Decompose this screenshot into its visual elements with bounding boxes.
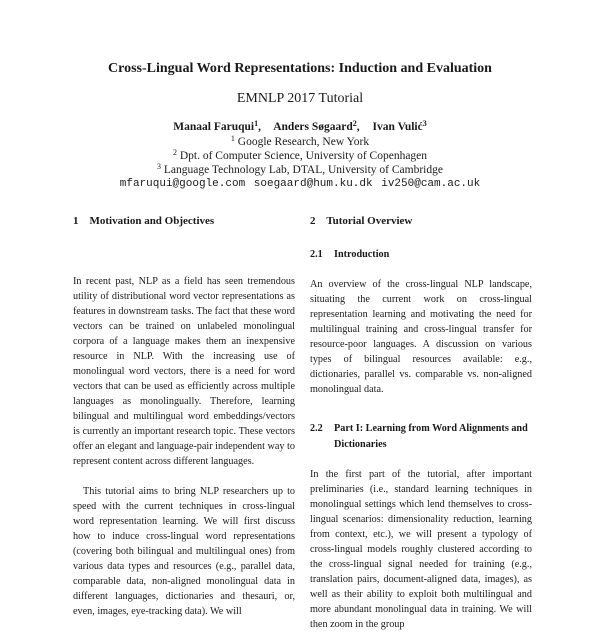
subsection-number: 2.2 [310,423,323,434]
email-address: soegaard@hum.ku.dk [253,178,373,190]
paper-title: Cross-Lingual Word Representations: Induction and Evaluation [108,61,492,76]
author-affil-marker: 3 [422,119,427,128]
section-number: 2 [310,215,316,227]
subsection-heading [310,247,532,263]
author-name: Manaal Faruqui [173,121,255,133]
author-emails [0,178,600,190]
author-affil-marker: 1 [254,119,259,128]
author-list: Manaal Faruqui$^1$, Anders Søgaard$^2$, Ivan Vulić$^3$ [173,119,427,133]
right-column [310,214,532,632]
subsection-title: Introduction [334,249,390,260]
subsection-title: Part I: Learning from Word Alignments and Dictionaries [334,423,528,450]
affiliation-text: Google Research, New York [237,136,370,148]
body-paragraph: An overview of the cross-lingual NLP landscape, situating the current work on cross-lingual representation learning and motivating the need for multilingual training and cross-lingual transfer for resource-poor languages. A discussion on various types of bilingual resources available: e.g., dictionaries, parallel vs. comparable vs. non-aligned monolingual data. [310,279,532,395]
author-name: Ivan Vulić [372,121,423,133]
body-paragraph: This tutorial aims to bring NLP researchers up to speed with the current techniques in cross-lingual word representation learning. We will first discuss how to induce cross-lingual word representations (covering both bilingual and multilingual ones) from various data types and resources (e.g., parallel data, comparable data, non-aligned monolingual data in different languages, dictionaries and thesauri, or, even, images, eye-tracking data). We will [73,486,295,617]
body-paragraph: In recent past, NLP as a field has seen tremendous utility of distributional word vector representations as features in downstream tasks. The fact that these word vectors can be trained on unlabeled monolingual corpora of a language makes them an inexpensive resource in NLP. With the increasing use of monolingual word vectors, there is a need for word vectors that can be used as efficiently across multiple languages as monolingually. Therefore, learning bilingual and multilingual word embeddings/vectors is currently an important research topic. These vectors offer an elegant and language-pair independent way to represent content across different languages. [73,276,295,467]
left-column [73,214,295,619]
subsection-heading [310,421,532,453]
affiliation-marker: 3 [157,162,161,171]
author-affil-marker: 2 [352,119,357,128]
affiliation-marker: 2 [172,148,177,157]
affiliation [0,136,600,148]
affiliation [0,150,600,162]
author-name: Anders Søgaard [273,121,353,133]
affiliation-text: Dpt. of Computer Science, University of Copenhagen [179,150,428,162]
affiliation-text: Language Technology Lab, DTAL, University of Cambridge [163,164,443,176]
paper-subtitle: EMNLP 2017 Tutorial [236,91,364,106]
section-heading [310,214,532,229]
affiliation-marker: 1 [230,134,235,143]
affiliation [0,164,600,176]
subsection-number: 2.1 [310,249,323,260]
section-heading [73,214,295,229]
email-address: mfaruqui@google.com [119,178,246,190]
body-paragraph: In the first part of the tutorial, after important preliminaries (i.e., standard learning techniques in monolingual settings which lend themselves to cross-lingual scenarios: dimensionality reduction, learning from context, etc.), we will present a typology of cross-lingual models roughly clustered according to the cross-lingual signal needed for training (e.g., translation pairs, document-aligned data, images), as well as their ability to exploit both multilingual and more abundant monolingual data in training. We will then zoom in the group [310,469,532,630]
section-title: Motivation and Objectives [89,215,215,227]
section-number: 1 [73,215,79,227]
section-title: Tutorial Overview [326,215,413,227]
email-address: iv250@cam.ac.uk [381,178,481,190]
